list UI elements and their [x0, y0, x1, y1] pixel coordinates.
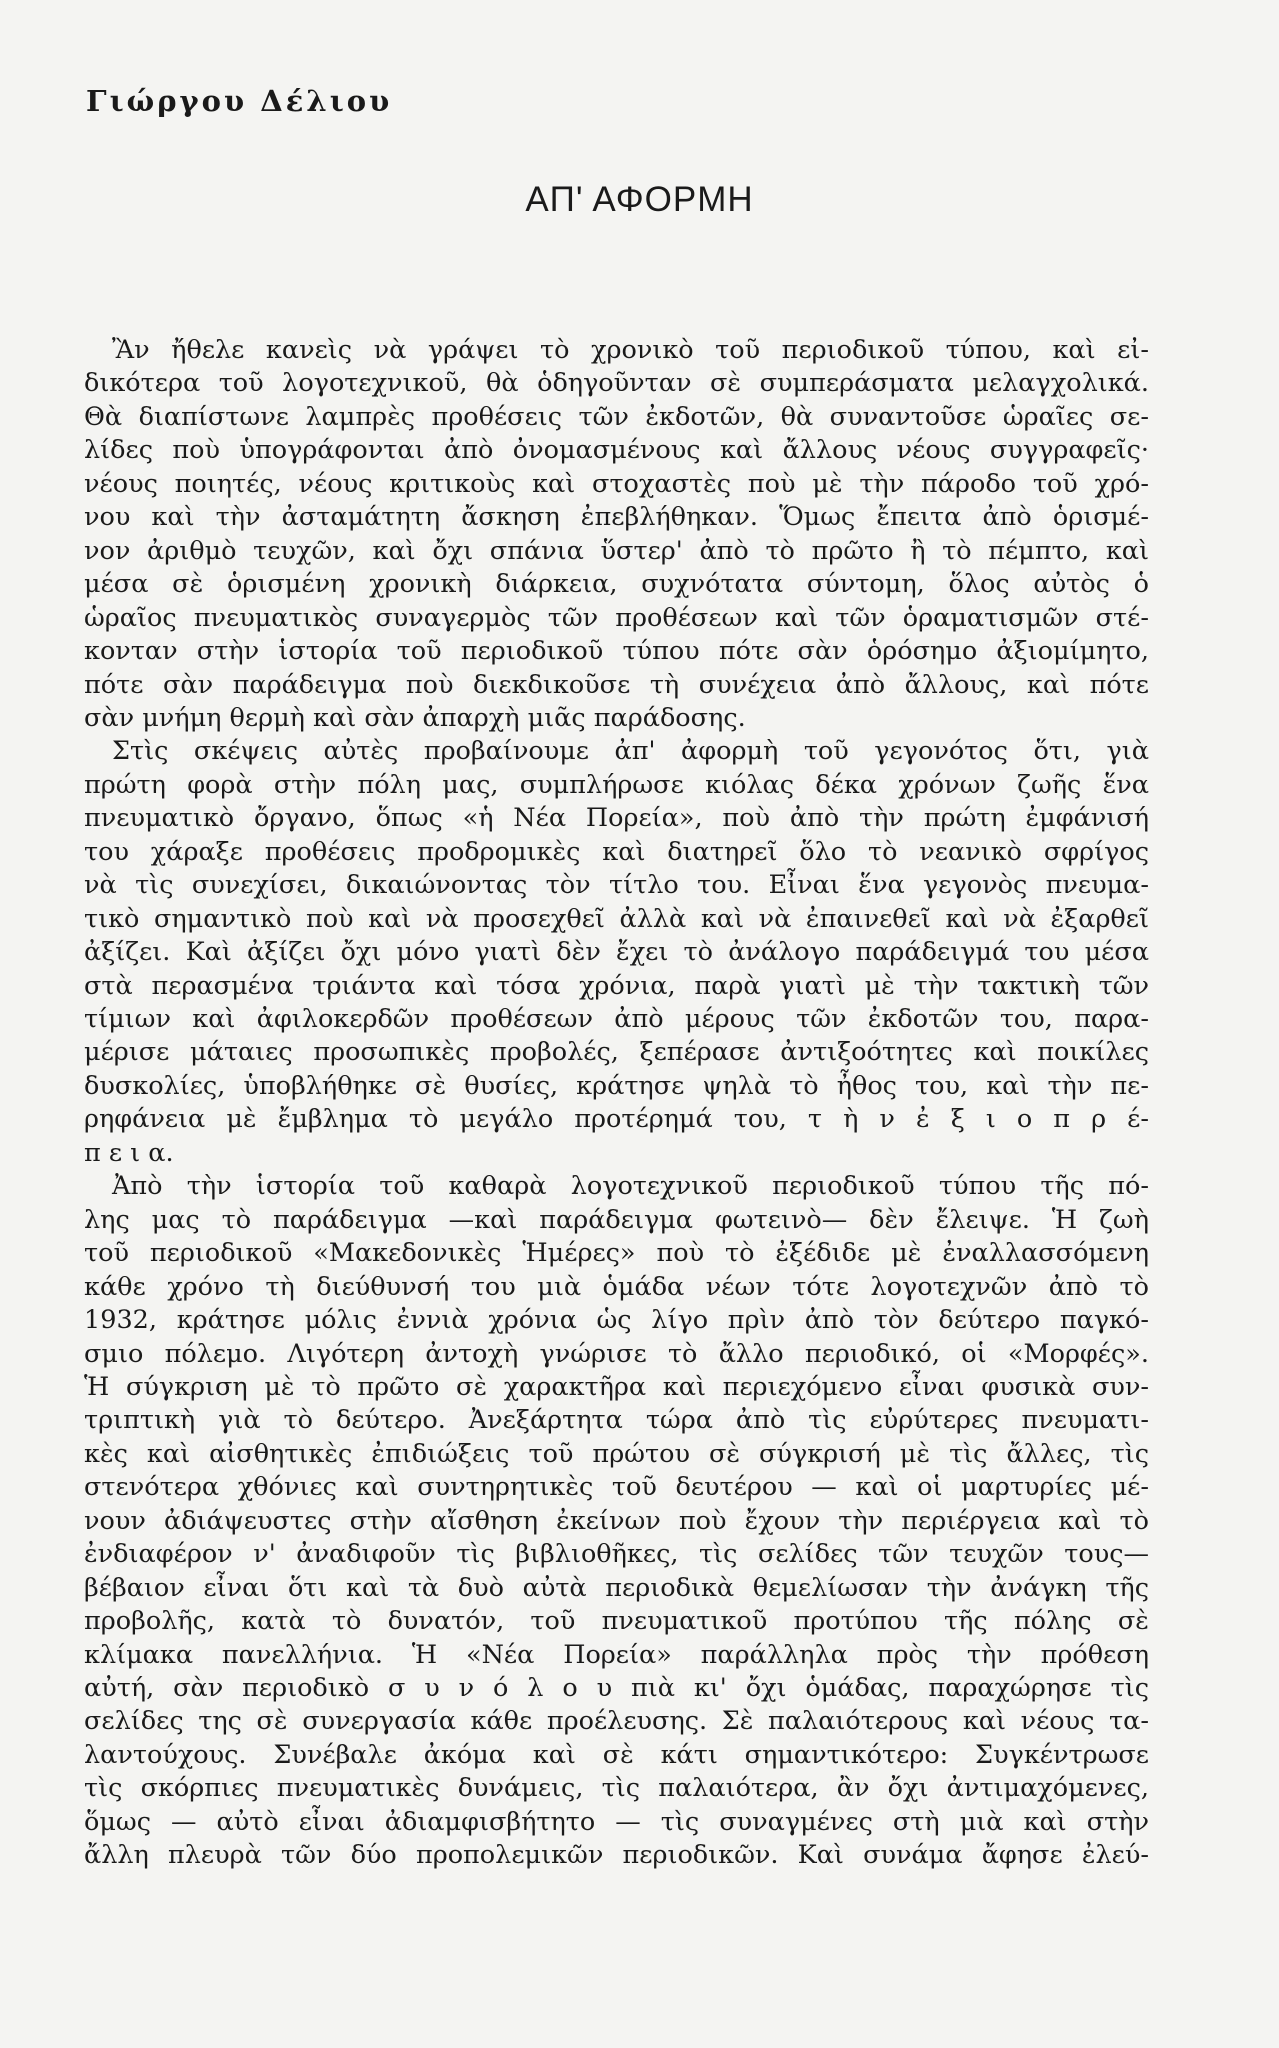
- text-line: μέρισε μάταιες προσωπικὲς προβολές, ξεπέρασε ἀντιξοότητες καὶ ποικίλες: [84, 1037, 1149, 1068]
- text-line: Στὶς σκέψεις αὐτὲς προβαίνουμε ἀπ' ἀφορμὴ τοῦ γεγονότος ὅτι, γιὰ: [112, 736, 1149, 767]
- text-line: κὲς καὶ αἰσθητικὲς ἐπιδιώξεις τοῦ πρώτου σὲ σύγκρισή μὲ τὶς ἄλλες, τὶς: [84, 1438, 1149, 1469]
- text-line: ὅμως — αὐτὸ εἶναι ἀδιαμφισβήτητο — τὶς συναγμένες στὴ μιὰ καὶ στὴν: [84, 1806, 1149, 1837]
- text-line: κάθε χρόνο τὴ διεύθυνσή του μιὰ ὁμάδα νέων τότε λογοτεχνῶν ἀπὸ τὸ: [84, 1271, 1149, 1302]
- text-line: νου καὶ τὴν ἀσταμάτητη ἄσκηση ἐπεβλήθηκαν. Ὅμως ἔπειτα ἀπὸ ὁρισμέ-: [84, 502, 1149, 533]
- text-line: Ἡ σύγκριση μὲ τὸ πρῶτο σὲ χαρακτῆρα καὶ περιεχόμενο εἶναι φυσικὰ συν-: [84, 1371, 1149, 1402]
- text-line: στενότερα χθόνιες καὶ συντηρητικὲς τοῦ δευτέρου — καὶ οἱ μαρτυρίες μέ-: [84, 1472, 1149, 1503]
- text-line: τικὸ σημαντικὸ ποὺ καὶ νὰ προσεχθεῖ ἀλλὰ καὶ νὰ ἐπαινεθεῖ καὶ νὰ ἐξαρθεῖ: [84, 903, 1149, 934]
- text-line: ἀξίζει. Καὶ ἀξίζει ὄχι μόνο γιατὶ δὲν ἔχει τὸ ἀνάλογο παράδειγμά του μέσα: [84, 937, 1149, 968]
- text-line: σὰν μνήμη θερμὴ καὶ σὰν ἀπαρχὴ μιᾶς παράδοσης.: [84, 702, 746, 733]
- text-line: 1932, κράτησε μόλις ἐννιὰ χρόνια ὡς λίγο πρὶν ἀπὸ τὸν δεύτερο παγκό-: [84, 1305, 1149, 1336]
- text-line: λίδες ποὺ ὑπογράφονται ἀπὸ ὀνομασμένους καὶ ἄλλους νέους συγγραφεῖς·: [84, 435, 1149, 466]
- text-line: δυσκολίες, ὑποβλήθηκε σὲ θυσίες, κράτησε ψηλὰ τὸ ἦθος του, καὶ τὴν πε-: [84, 1070, 1149, 1101]
- text-line: σμιο πόλεμο. Λιγότερη ἀντοχὴ γνώρισε τὸ ἄλλο περιοδικό, οἱ «Μορφές».: [84, 1338, 1149, 1369]
- text-line: νον ἀριθμὸ τευχῶν, καὶ ὄχι σπάνια ὕστερ' ἀπὸ τὸ πρῶτο ἢ τὸ πέμπτο, καὶ: [84, 535, 1149, 566]
- text-line: πότε σὰν παράδειγμα ποὺ διεκδικοῦσε τὴ συνέχεια ἀπὸ ἄλλους, καὶ πότε: [84, 669, 1149, 700]
- text-line: βέβαιον εἶναι ὅτι καὶ τὰ δυὸ αὐτὰ περιοδικὰ θεμελίωσαν τὴν ἀνάγκη τῆς: [84, 1572, 1149, 1603]
- text-line: τίμιων καὶ ἀφιλοκερδῶν προθέσεων ἀπὸ μέρους τῶν ἐκδοτῶν του, παρα-: [84, 1004, 1149, 1034]
- text-line: νέους ποιητές, νέους κριτικοὺς καὶ στοχαστὲς ποὺ μὲ τὴν πάροδο τοῦ χρό-: [84, 468, 1149, 499]
- text-line: πρώτη φορὰ στὴν πόλη μας, συμπλήρωσε κιόλας δέκα χρόνων ζωῆς ἕνα: [84, 769, 1149, 800]
- text-line: ὡραῖος πνευματικὸς συναγερμὸς τῶν προθέσεων καὶ τῶν ὁραματισμῶν στέ-: [84, 602, 1149, 633]
- text-line: πνευματικὸ ὄργανο, ὅπως «ἡ Νέα Πορεία», ποὺ ἀπὸ τὴν πρώτη ἐμφάνισή: [84, 803, 1149, 834]
- text-line: στὰ περασμένα τριάντα καὶ τόσα χρόνια, παρὰ γιατὶ μὲ τὴν τακτικὴ τῶν: [84, 970, 1149, 1001]
- article-title: ΑΠ' ΑΦΟΡΜΗ: [525, 180, 754, 219]
- text-line: τοῦ περιοδικοῦ «Μακεδονικὲς Ἡμέρες» ποὺ τὸ ἐξέδιδε μὲ ἐναλλασσόμενη: [84, 1238, 1149, 1269]
- text-line: λαντούχους. Συνέβαλε ἀκόμα καὶ σὲ κάτι σημαντικότερο: Συγκέντρωσε: [84, 1739, 1149, 1770]
- text-line: τὶς σκόρπιες πνευματικὲς δυνάμεις, τὶς παλαιότερα, ἂν ὄχι ἀντιμαχόμενες,: [84, 1773, 1149, 1804]
- text-line: ἐνδιαφέρον ν' ἀναδιφοῦν τὶς βιβλιοθῆκες, τὶς σελίδες τῶν τευχῶν τους—: [84, 1539, 1149, 1570]
- text-line: κονταν στὴν ἱστορία τοῦ περιοδικοῦ τύπου πότε σὰν ὁρόσημο ἀξιομίμητο,: [84, 636, 1149, 667]
- text-line: προβολῆς, κατὰ τὸ δυνατόν, τοῦ πνευματικοῦ προτύπου τῆς πόλης σὲ: [84, 1606, 1149, 1637]
- author-name: Γιώργου Δέλιου: [86, 84, 393, 118]
- text-line: του χάραξε προθέσεις προδρομικὲς καὶ διατηρεῖ ὅλο τὸ νεανικὸ σφρίγος: [84, 836, 1149, 867]
- text-line: μέσα σὲ ὁρισμένη χρονικὴ διάρκεια, συχνότατα σύντομη, ὅλος αὐτὸς ὁ: [84, 569, 1149, 600]
- text-line: π ε ι α.: [84, 1137, 174, 1168]
- text-line: λης μας τὸ παράδειγμα —καὶ παράδειγμα φωτεινὸ— δὲν ἔλειψε. Ἡ ζωὴ: [84, 1204, 1149, 1235]
- text-line: Ἂν ἤθελε κανεὶς νὰ γράψει τὸ χρονικὸ τοῦ περιοδικοῦ τύπου, καὶ εἰ-: [112, 335, 1149, 365]
- text-line: Ἀπὸ τὴν ἱστορία τοῦ καθαρὰ λογοτεχνικοῦ περιοδικοῦ τύπου τῆς πό-: [112, 1171, 1149, 1202]
- text-line: νουν ἀδιάψευστες στὴν αἴσθηση ἐκείνων ποὺ ἔχουν τὴν περιέργεια καὶ τὸ: [84, 1505, 1149, 1536]
- text-line: νὰ τὶς συνεχίσει, δικαιώνοντας τὸν τίτλο του. Εἶναι ἕνα γεγονὸς πνευμα-: [84, 870, 1149, 901]
- text-line: αὐτή, σὰν περιοδικὸ σ υ ν ό λ ο υ πιὰ κι' ὄχι ὁμάδας, παραχώρησε τὶς: [84, 1673, 1149, 1703]
- text-line: τριπτικὴ γιὰ τὸ δεύτερο. Ἀνεξάρτητα τώρα ἀπὸ τὶς εὐρύτερες πνευματι-: [84, 1405, 1149, 1436]
- text-line: ρηφάνεια μὲ ἔμβλημα τὸ μεγάλο προτέρημά του, τ ὴ ν ἐ ξ ι ο π ρ έ-: [84, 1104, 1149, 1135]
- text-line: δικότερα τοῦ λογοτεχνικοῦ, θὰ ὁδηγοῦνταν σὲ συμπεράσματα μελαγχολικά.: [84, 368, 1149, 399]
- text-line: σελίδες της σὲ συνεργασία κάθε προέλευσης. Σὲ παλαιότερους καὶ νέους τα-: [84, 1706, 1149, 1737]
- text-line: Θὰ διαπίστωνε λαμπρὲς προθέσεις τῶν ἐκδοτῶν, θὰ συναντοῦσε ὡραῖες σε-: [84, 401, 1149, 432]
- text-line: κλίμακα πανελλήνια. Ἡ «Νέα Πορεία» παράλληλα πρὸς τὴν πρόθεση: [84, 1639, 1149, 1670]
- text-line: ἄλλη πλευρὰ τῶν δύο προπολεμικῶν περιοδικῶν. Καὶ συνάμα ἄφησε ἐλεύ-: [84, 1840, 1149, 1871]
